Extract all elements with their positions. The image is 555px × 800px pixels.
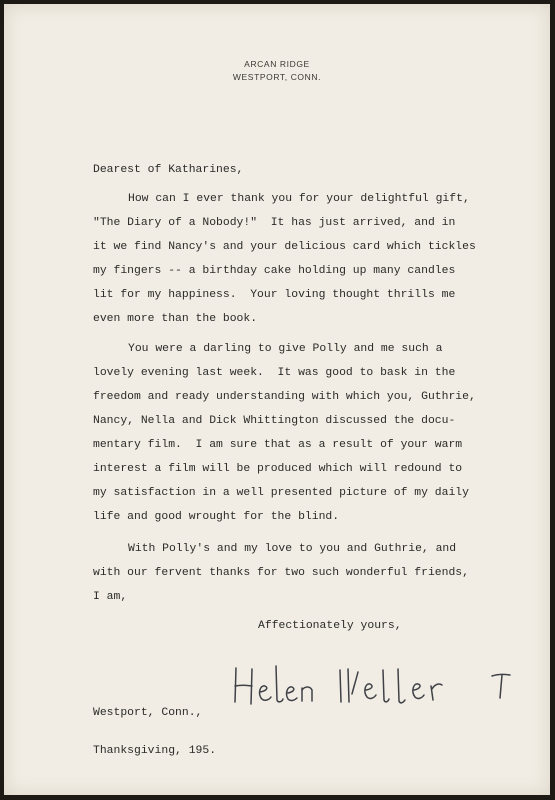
closing: Affectionately yours, xyxy=(258,620,402,632)
paragraph3-line1: With Polly's and my love to you and Guthrie, and xyxy=(128,543,457,555)
paragraph1-line5: lit for my happiness. Your loving thought thrills me xyxy=(93,289,456,301)
place: Westport, Conn., xyxy=(93,707,203,719)
handwritten-signature xyxy=(230,660,530,710)
paragraph3-line2: with our fervent thanks for two such wonderful friends, xyxy=(93,567,469,579)
paragraph2-line3: freedom and ready understanding with which you, Guthrie, xyxy=(93,391,476,403)
paragraph2-line8: life and good wrought for the blind. xyxy=(93,511,340,523)
paragraph1-line6: even more than the book. xyxy=(93,313,258,325)
paragraph1-line2: "The Diary of a Nobody!" It has just arrived, and in xyxy=(93,217,456,229)
paragraph1-line3: it we find Nancy's and your delicious card which tickles xyxy=(93,241,476,253)
paragraph2-line2: lovely evening last week. It was good to bask in the xyxy=(93,367,456,379)
letterhead-name: ARCAN RIDGE xyxy=(244,59,310,69)
paragraph2-line1: You were a darling to give Polly and me such a xyxy=(128,343,443,355)
letterhead-location: WESTPORT, CONN. xyxy=(232,72,322,82)
paragraph2-line5: mentary film. I am sure that as a result of your warm xyxy=(93,439,463,451)
letter-page xyxy=(4,4,550,795)
paragraph3-line3: I am, xyxy=(93,591,128,603)
paragraph2-line4: Nancy, Nella and Dick Whittington discussed the docu- xyxy=(93,415,456,427)
paragraph1-line4: my fingers -- a birthday cake holding up many candles xyxy=(93,265,456,277)
date: Thanksgiving, 195. xyxy=(93,745,217,757)
paragraph2-line7: my satisfaction in a well presented picture of my daily xyxy=(93,487,469,499)
paragraph2-line6: interest a film will be produced which will redound to xyxy=(93,463,463,475)
paragraph1-line1: How can I ever thank you for your delightful gift, xyxy=(128,193,470,205)
salutation: Dearest of Katharines, xyxy=(93,164,244,176)
